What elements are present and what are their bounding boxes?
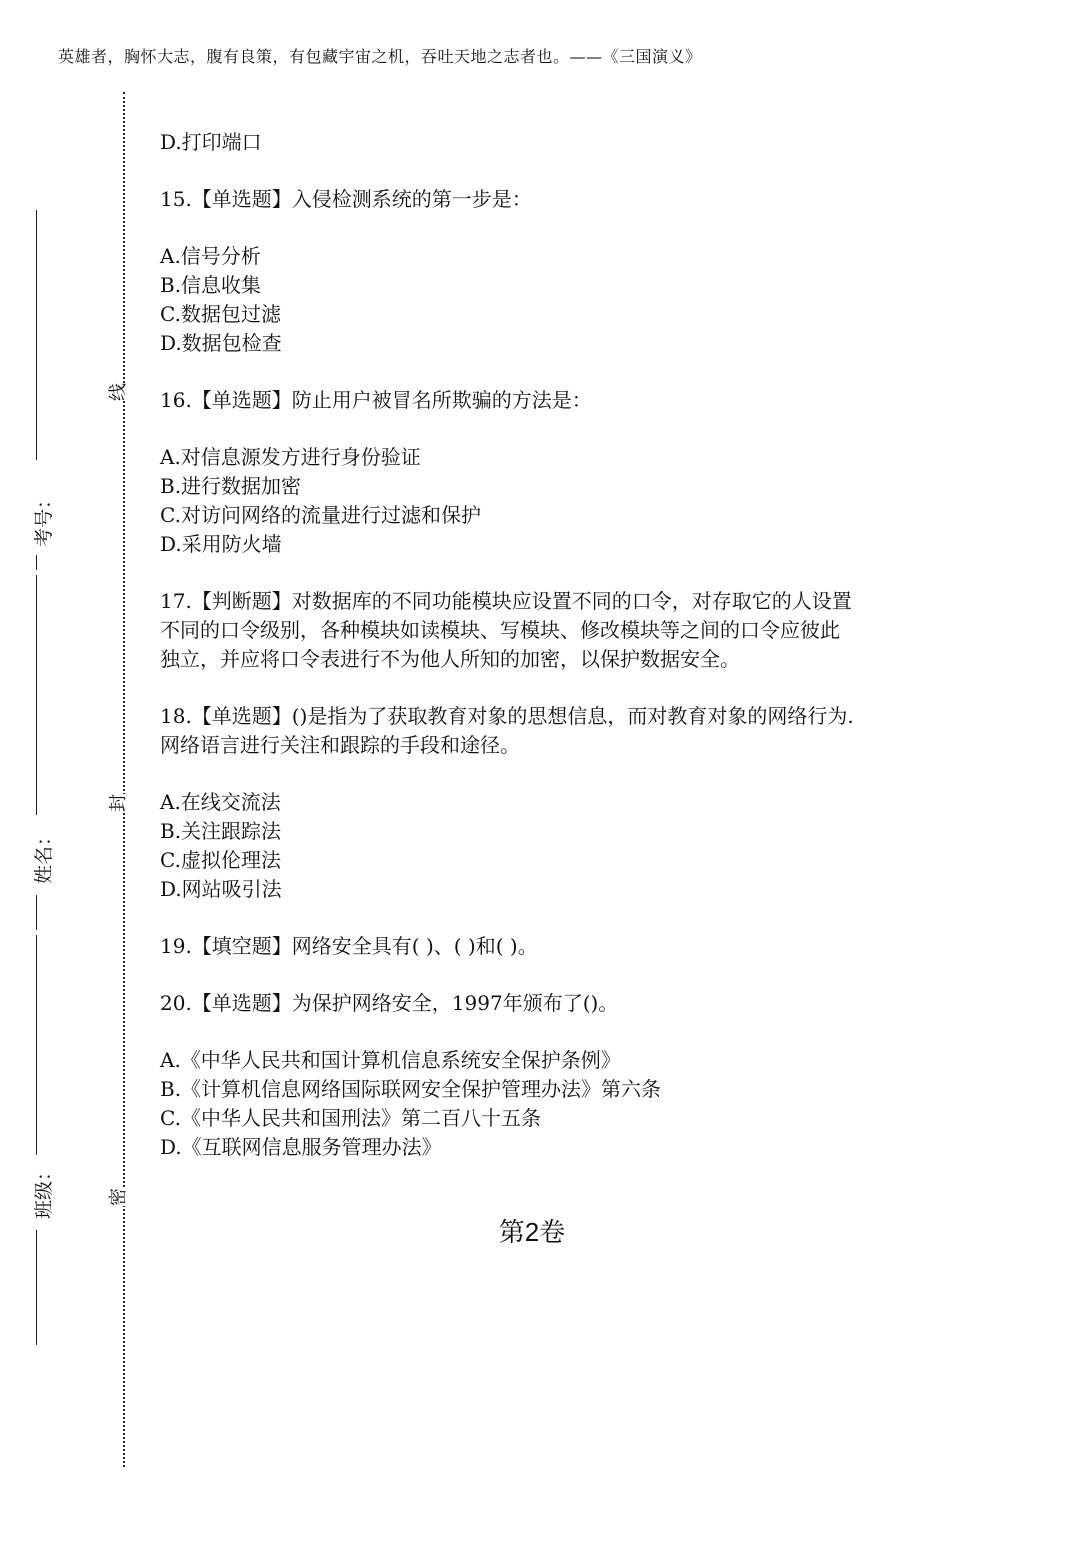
q15-stem: 15.【单选题】入侵检测系统的第一步是： <box>160 187 532 211</box>
binding-char-line: 线 <box>102 383 132 401</box>
q15-option-d: D.数据包检查 <box>160 331 282 355</box>
q20-option-d: D.《互联网信息服务管理办法》 <box>160 1135 442 1159</box>
q17-line-3: 独立，并应将口令表进行不为他人所知的加密，以保护数据安全。 <box>160 647 740 671</box>
binding-char-seal: 封 <box>102 794 132 812</box>
class-label: 班级： <box>33 1161 56 1220</box>
name-line-lower <box>36 895 37 930</box>
q17-line-1: 17.【判断题】对数据库的不同功能模块应设置不同的口令，对存取它的人设置 <box>160 589 852 613</box>
q20-option-b: B.《计算机信息网络国际联网安全保护管理办法》第六条 <box>160 1077 662 1101</box>
q18-option-b: B.关注跟踪法 <box>160 819 282 843</box>
q15-option-a: A.信号分析 <box>160 244 261 268</box>
q18-option-c: C.虚拟伦理法 <box>160 848 281 872</box>
question-content <box>160 128 950 1162</box>
q18-option-d: D.网站吸引法 <box>160 877 282 901</box>
q16-option-c: C.对访问网络的流量进行过滤和保护 <box>160 503 481 527</box>
q18-option-a: A.在线交流法 <box>160 790 281 814</box>
volume-label-wrapper <box>0 1212 1080 1249</box>
q16-option-a: A.对信息源发方进行身份验证 <box>160 445 421 469</box>
binding-char-secret: 密 <box>102 1188 132 1206</box>
q18-line-2: 网络语言进行关注和跟踪的手段和途径。 <box>160 733 520 757</box>
q16-option-b: B.进行数据加密 <box>160 474 302 498</box>
q19-stem: 19.【填空题】网络安全具有( )、( )和( )。 <box>160 934 538 958</box>
class-line <box>36 935 37 1155</box>
q18-line-1: 18.【单选题】()是指为了获取教育对象的思想信息，而对教育对象的网络行为. <box>160 704 854 728</box>
exam-no-line-lower <box>36 555 37 570</box>
q15-option-b: B.信息收集 <box>160 273 262 297</box>
q15-option-c: C.数据包过滤 <box>160 302 281 326</box>
header-quote: 英雄者，胸怀大志，腹有良策，有包藏宇宙之机，吞吐天地之志者也。——《三国演义》 <box>58 47 702 66</box>
q20-option-a: A.《中华人民共和国计算机信息系统安全保护条例》 <box>160 1048 621 1072</box>
q20-stem: 20.【单选题】为保护网络安全，1997年颁布了()。 <box>160 991 619 1015</box>
prev-option-d: D.打印端口 <box>160 130 262 154</box>
binding-dotted-line <box>123 92 125 1467</box>
q16-stem: 16.【单选题】防止用户被冒名所欺骗的方法是： <box>160 388 592 412</box>
volume-label: 第2卷 <box>498 1217 566 1247</box>
name-label: 姓名： <box>33 826 56 885</box>
q17-line-2: 不同的口令级别，各种模块如读模块、写模块、修改模块等之间的口令应彼此 <box>160 618 840 642</box>
name-line <box>36 575 37 815</box>
exam-no-label: 考号： <box>33 489 56 548</box>
exam-no-line <box>36 210 37 460</box>
q16-option-d: D.采用防火墙 <box>160 532 282 556</box>
q20-option-c: C.《中华人民共和国刑法》第二百八十五条 <box>160 1106 541 1130</box>
